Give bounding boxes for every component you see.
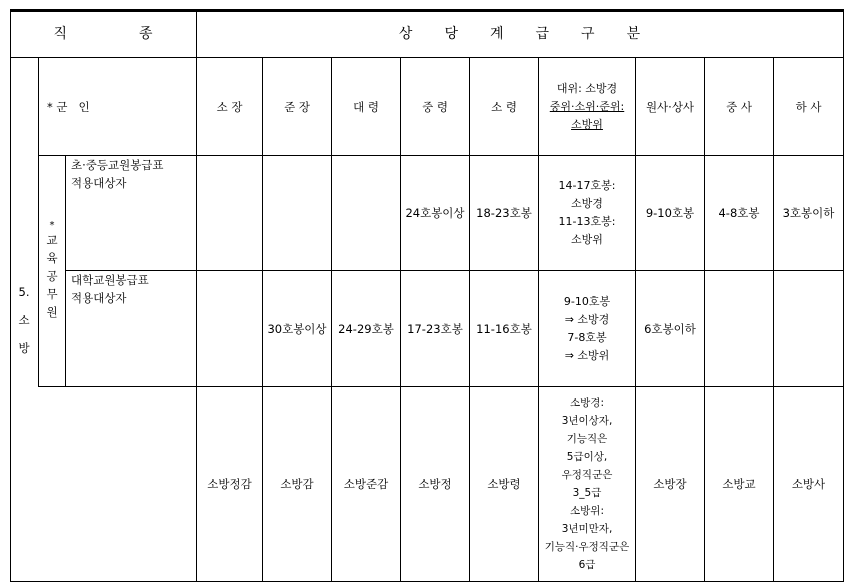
col-header-major: 소 령 bbox=[491, 99, 517, 114]
cell-line: 소방위: bbox=[570, 505, 604, 517]
col-header-captain bbox=[539, 58, 635, 155]
military-label: * 군 인 bbox=[47, 99, 90, 114]
table-cell: 17-23호봉 bbox=[407, 321, 463, 336]
col-header-major-general: 소 장 bbox=[216, 99, 243, 114]
row-label-university bbox=[66, 271, 196, 386]
table-cell: 소방정감 bbox=[207, 477, 252, 491]
cell-line: 3_5급 bbox=[572, 487, 602, 499]
row-label-line: 적용대상자 bbox=[71, 291, 127, 305]
edu-official-label bbox=[39, 156, 65, 386]
edu-char: * bbox=[49, 220, 55, 231]
section-char: 소 bbox=[18, 312, 30, 327]
row-label-line: 적용대상자 bbox=[71, 176, 127, 190]
table-cell: 소방감 bbox=[280, 477, 314, 491]
table-cell bbox=[774, 271, 843, 386]
col-header-captain-line: 중위·소위·준위: bbox=[549, 99, 625, 113]
header-rank-char: 당 bbox=[444, 25, 458, 42]
table-cell bbox=[263, 156, 331, 270]
col-header-captain-line: 대위: 소방경 bbox=[556, 81, 618, 95]
cell-line: 소방경 bbox=[571, 197, 603, 210]
header-rank-char: 급 bbox=[535, 25, 550, 42]
col-header-colonel: 대 령 bbox=[353, 99, 379, 114]
edu-char: 교 bbox=[46, 233, 58, 247]
header-rank-char: 상 bbox=[398, 25, 413, 42]
edu-char: 육 bbox=[46, 251, 58, 265]
table-cell: 18-23호봉 bbox=[476, 206, 532, 220]
table-cell: 소방정 bbox=[418, 477, 452, 491]
cell-line: 우정직군은 bbox=[561, 469, 613, 481]
cell-line: 9-10호봉 bbox=[563, 294, 611, 308]
table-cell bbox=[197, 271, 262, 386]
edu-char: 공 bbox=[46, 269, 58, 283]
table-cell: 소방령 bbox=[487, 477, 521, 491]
cell-line: 소방위 bbox=[571, 233, 603, 246]
table-bottom-border bbox=[10, 581, 844, 582]
cell-line: 소방경: bbox=[570, 397, 604, 409]
table-cell: 소방사 bbox=[791, 477, 826, 491]
header-rank-char: 계 bbox=[489, 25, 504, 42]
edu-char: 무 bbox=[46, 287, 58, 301]
cell-line: 기능직은 bbox=[566, 433, 608, 445]
cell-line: 기능직·우정직군은 bbox=[544, 541, 630, 553]
cell-line: 6급 bbox=[578, 559, 596, 571]
table-cell: 소방장 bbox=[653, 477, 687, 491]
header-job-type bbox=[10, 10, 196, 57]
table-cell-captain bbox=[539, 271, 635, 386]
header-rank-char: 분 bbox=[626, 25, 641, 42]
cell-line: 11-13호봉: bbox=[558, 215, 616, 228]
row-label-line: 초·중등교원봉급표 bbox=[71, 158, 164, 172]
table-cell-captain bbox=[539, 387, 635, 581]
cell-line: 3년이상자, bbox=[561, 415, 613, 427]
cell-line: 5급이상, bbox=[566, 451, 608, 463]
col-header-sergeant-major: 원사·상사 bbox=[645, 99, 695, 114]
col-header-staff-sergeant: 중 사 bbox=[726, 99, 752, 114]
table-cell: 24-29호봉 bbox=[338, 321, 394, 336]
edu-char: 원 bbox=[46, 305, 58, 319]
table-cell: 소방준감 bbox=[343, 477, 389, 491]
table-cell: 6호봉이하 bbox=[644, 321, 696, 336]
table-cell bbox=[332, 156, 400, 270]
row-label-elementary bbox=[66, 156, 196, 270]
header-rank-char: 구 bbox=[581, 25, 595, 42]
table-cell: 소방교 bbox=[722, 477, 756, 491]
header-job-type-char: 직 bbox=[53, 25, 67, 42]
section-char: 방 bbox=[18, 340, 30, 355]
cell-line: ⇒ 소방경 bbox=[564, 312, 610, 326]
cell-line: 7-8호봉 bbox=[567, 330, 607, 344]
table-cell: 24호봉이상 bbox=[405, 206, 465, 220]
table-cell: 4-8호봉 bbox=[718, 206, 760, 220]
cell-line: 3년미만자, bbox=[561, 523, 613, 535]
col-header-brigadier: 준 장 bbox=[284, 99, 310, 114]
col-header-captain-line: 소방위 bbox=[571, 117, 603, 131]
header-rank-class bbox=[196, 10, 843, 57]
col-header-lt-colonel: 중 령 bbox=[422, 99, 448, 114]
row-label-line: 대학교원봉급표 bbox=[71, 273, 149, 287]
table-cell: 9-10호봉 bbox=[645, 206, 695, 220]
table-right-border bbox=[843, 9, 844, 582]
table-cell-captain bbox=[539, 156, 635, 270]
table-cell bbox=[705, 271, 773, 386]
table-cell bbox=[197, 156, 262, 270]
cell-line: 14-17호봉: bbox=[558, 179, 616, 192]
table-cell: 11-16호봉 bbox=[476, 321, 532, 336]
col-header-sergeant: 하 사 bbox=[795, 99, 822, 114]
cell-line: ⇒ 소방위 bbox=[564, 348, 610, 362]
table-cell: 3호봉이하 bbox=[782, 206, 835, 220]
section-label bbox=[10, 58, 38, 581]
table-cell: 30호봉이상 bbox=[267, 321, 327, 336]
header-job-type-char: 종 bbox=[139, 25, 153, 42]
section-char: 5. bbox=[18, 284, 30, 299]
